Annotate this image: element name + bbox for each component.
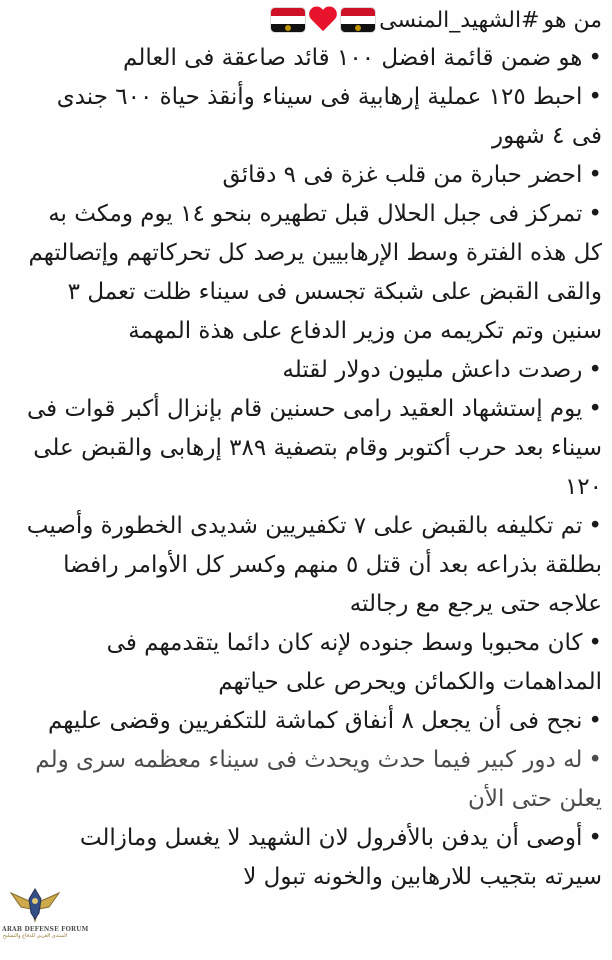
egypt-flag-icon (341, 8, 375, 32)
list-item (22, 78, 602, 156)
list-item-text: هو ضمن قائمة افضل ١٠٠ قائد صاعقة فى العالم (123, 45, 583, 71)
bullet-mark: • (588, 357, 602, 383)
list-item (22, 351, 602, 390)
title-hashtag[interactable]: #الشهيد_المنسى (379, 7, 540, 33)
list-item (22, 390, 602, 507)
bullet-mark: • (588, 513, 602, 539)
list-item (22, 741, 602, 819)
list-item-text: احضر حبارة من قلب غزة فى ٩ دقائق (222, 162, 583, 188)
list-item (22, 156, 602, 195)
paragraph (22, 273, 602, 351)
bullet-mark: • (588, 396, 602, 422)
bullet-mark: • (588, 45, 602, 71)
watermark-subtitle: المنتدى العربي للدفاع والتسليح (2, 933, 68, 939)
forum-watermark (2, 885, 89, 957)
bullet-mark: • (588, 84, 602, 110)
list-item (22, 624, 602, 702)
bullet-mark: • (588, 630, 602, 656)
list-item-text: يوم إستشهاد العقيد رامى حسنين قام بإنزال أكبر قوات فى سيناء بعد حرب أكتوبر وقام بتصفية ٣٨٩ إرهابى والقبض على ١٢٠ (26, 396, 602, 500)
list-item-text: رصدت داعش مليون دولار لقتله (282, 357, 583, 383)
list-item (22, 819, 602, 897)
bullet-mark: • (588, 162, 602, 188)
watermark-title: ARAB DEFENSE FORUM (2, 926, 89, 933)
list-item (22, 39, 602, 78)
post-text (22, 2, 602, 897)
bullet-mark: • (588, 708, 602, 734)
egypt-flag-icon (271, 8, 305, 32)
eagle-shield-icon (9, 885, 61, 925)
bullet-mark: • (588, 201, 602, 227)
list-item (22, 507, 602, 624)
red-heart-icon (308, 7, 338, 33)
post-title (22, 2, 602, 38)
list-item-text: تمركز فى جبل الحلال قبل تطهيره بنحو ١٤ يوم ومكث به كل هذه الفترة وسط الإرهابيين يرصد كل تحركاتهم وإتصالتهم (28, 201, 602, 266)
list-item-text: احبط ١٢٥ عملية إرهابية فى سيناء وأنقذ حياة ٦٠٠ جندى فى ٤ شهور (56, 84, 602, 149)
list-item (22, 195, 602, 273)
bullet-mark: • (588, 747, 602, 773)
list-item-text: أوصى أن يدفن بالأفرول لان الشهيد لا يغسل ومازالت سيرته بتجيب للارهابين والخونه تبول لا (79, 825, 602, 890)
bullet-mark: • (588, 825, 602, 851)
paragraph-text: والقى القبض على شبكة تجسس فى سيناء ظلت تعمل ٣ سنين وتم تكريمه من وزير الدفاع على هذة المهمة (67, 279, 602, 344)
title-emojis (271, 7, 375, 33)
list-item-text: كان محبوبا وسط جنوده لإنه كان دائما يتقدمهم فى المداهمات والكمائن ويحرص على حياتهم (106, 630, 602, 695)
list-item-text: نجح فى أن يجعل ٨ أنفاق كماشة للتكفريين وقضى عليهم (47, 708, 583, 734)
list-item-text: تم تكليفه بالقبض على ٧ تكفيريين شديدى الخطورة وأصيب بطلقة بذراعه بعد أن قتل ٥ منهم وكسر كل الأوامر رافضا علاجه حتى يرجع مع رجالته (26, 513, 602, 617)
title-prefix: من هو (543, 7, 602, 33)
list-item (22, 702, 602, 741)
list-item-text: له دور كبير فيما حدث ويحدث فى سيناء معظمه سرى ولم يعلن حتى الأن (35, 747, 602, 812)
